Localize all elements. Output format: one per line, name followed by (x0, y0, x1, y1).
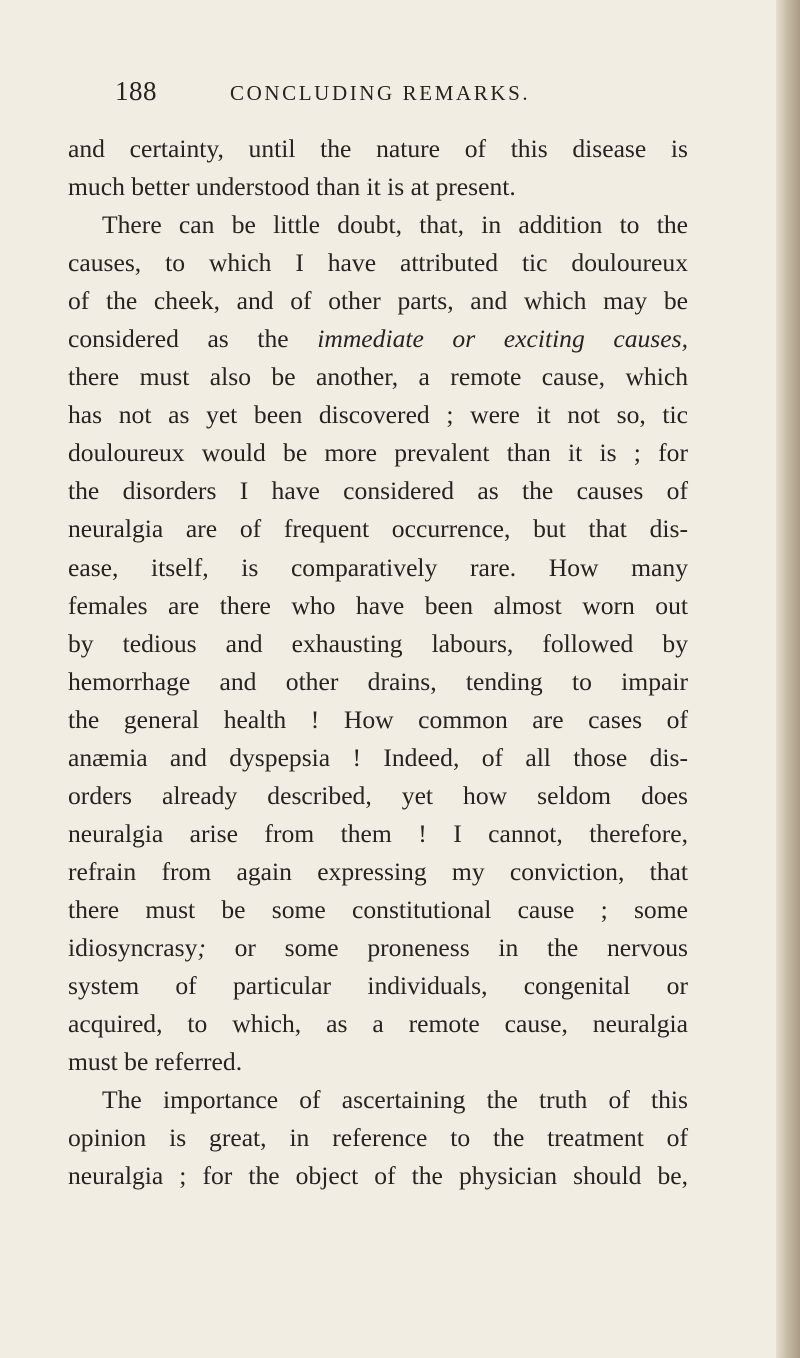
text-line: neuralgia arise from them ! I cannot, therefore, (68, 818, 688, 848)
text-line: The importance of ascertaining the truth of this (102, 1085, 688, 1115)
text-line: there must be some constitutional cause ; some (68, 894, 688, 924)
text-line: the disorders I have considered as the causes of (68, 476, 688, 506)
text-line: acquired, to which, as a remote cause, neuralgia (68, 1009, 688, 1039)
text-line: by tedious and exhausting labours, followed by (68, 628, 688, 658)
text-segment: or some proneness in the nervous (205, 932, 688, 962)
text-line: ease, itself, is comparatively rare. How many (68, 552, 688, 582)
page-header (100, 76, 720, 116)
body-text (68, 130, 688, 1195)
text-line: causes, to which I have attributed tic douloureux (68, 248, 688, 278)
text-line: has not as yet been discovered ; were it not so, tic (68, 400, 688, 430)
text-line: females are there who have been almost worn out (68, 590, 688, 620)
page-edge-shadow (776, 0, 800, 1358)
text-line (68, 929, 688, 967)
page-number: 188 (115, 76, 157, 106)
text-line: neuralgia ; for the object of the physician should be, (68, 1161, 688, 1191)
text-line: There can be little doubt, that, in addition to the (102, 210, 688, 240)
text-line: neuralgia are of frequent occurrence, but that dis- (68, 514, 688, 544)
text-line: and certainty, until the nature of this disease is (68, 134, 688, 163)
running-head: CONCLUDING REMARKS. (230, 81, 531, 105)
text-line: opinion is great, in reference to the treatment of (68, 1123, 688, 1153)
text-line: the general health ! How common are cases of (68, 704, 688, 734)
text-line: hemorrhage and other drains, tending to impair (68, 666, 688, 696)
text-line: orders already described, yet how seldom does (68, 780, 688, 810)
text-line: much better understood than it is at present. (68, 172, 516, 202)
text-line: there must also be another, a remote cause, which (68, 362, 688, 392)
text-line: refrain from again expressing my conviction, that (68, 856, 688, 886)
italic-phrase: immediate or exciting causes, (317, 324, 688, 354)
text-line (68, 320, 688, 358)
text-line: system of particular individuals, congenital or (68, 971, 688, 1001)
text-segment: idiosyncrasy (68, 932, 198, 962)
text-segment: considered as the (68, 324, 318, 354)
text-line: of the cheek, and of other parts, and which may be (68, 286, 688, 316)
text-line: douloureux would be more prevalent than it is ; for (68, 438, 688, 468)
text-line: anæmia and dyspepsia ! Indeed, of all those dis- (68, 742, 688, 772)
italic-phrase: ; (197, 932, 206, 962)
text-line: must be referred. (68, 1047, 243, 1077)
